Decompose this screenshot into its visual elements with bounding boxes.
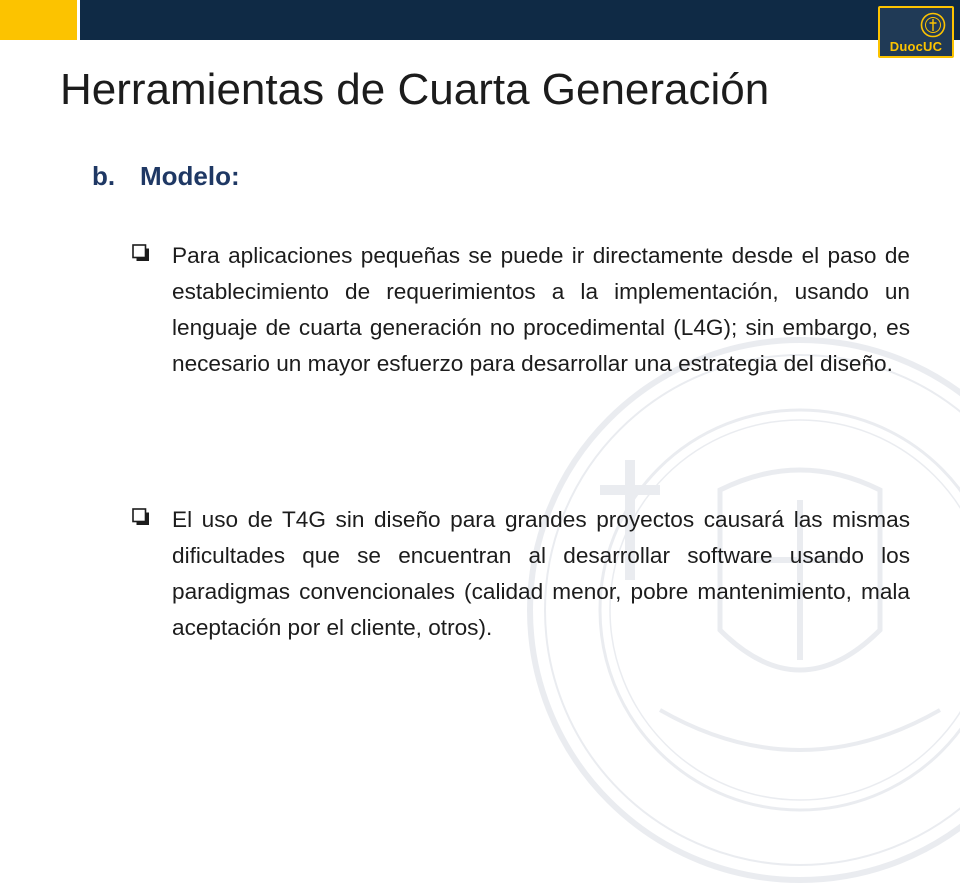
section-heading (92, 158, 240, 194)
bullet-text: El uso de T4G sin diseño para grandes proyectos causará las mismas dificultades que se encuentran al desarrollar software usando los paradigmas convencionales (calidad menor, pobre mantenimiento, mala aceptación por el cliente, otros). (172, 507, 910, 640)
header-accent-bar (0, 0, 77, 40)
header-bar (80, 0, 960, 40)
bullet-item (132, 238, 910, 382)
slide-title: Herramientas de Cuarta Generación (60, 65, 770, 114)
bullet-text: Para aplicaciones pequeñas se puede ir directamente desde el paso de establecimiento de requerimientos a la implementación, usando un lenguaje de cuarta generación no procedimental (L4G); sin embargo, es necesario un mayor esfuerzo para desarrollar una estrategia del diseño. (172, 243, 910, 376)
section-heading-label: Modelo: (140, 161, 240, 191)
logo-seal-icon (920, 12, 946, 38)
hollow-square-bullet-icon (132, 508, 150, 526)
bullet-item (132, 502, 910, 646)
duoc-uc-logo (878, 6, 954, 58)
logo-text: DuocUC (889, 39, 943, 54)
section-marker: b. (92, 161, 116, 191)
hollow-square-bullet-icon (132, 244, 150, 262)
